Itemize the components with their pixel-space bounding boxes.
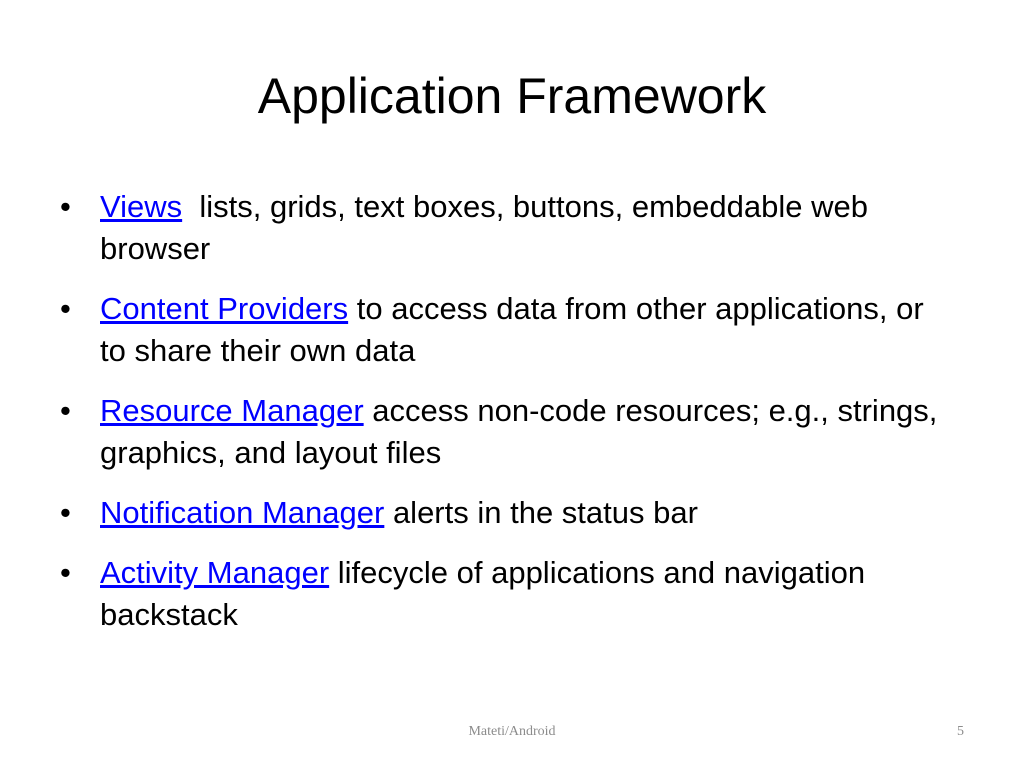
- bullet-text: to access data from other applications, or to share their own data: [100, 291, 924, 368]
- bullet-list: [100, 186, 940, 654]
- content-providers-link[interactable]: Content Providers: [100, 291, 349, 326]
- bullet-item-activity-manager: [100, 552, 940, 636]
- bullet-text: alerts in the status bar: [384, 495, 698, 530]
- slide-footer: Mateti/Android: [468, 724, 556, 739]
- slide-title: Application Framework: [257, 68, 767, 124]
- bullet-text: lists, grids, text boxes, buttons, embeddable web browser: [100, 189, 877, 266]
- page-number: 5: [957, 724, 964, 739]
- bullet-item-views: [100, 186, 940, 270]
- bullet-item-notification-manager: [100, 492, 940, 534]
- bullet-item-resource-manager: [100, 390, 940, 474]
- bullet-item-content-providers: [100, 288, 940, 372]
- bullet-text: lifecycle of applications and navigation backstack: [100, 555, 866, 632]
- notification-manager-link[interactable]: Notification Manager: [100, 495, 385, 530]
- views-link[interactable]: Views: [100, 189, 183, 224]
- resource-manager-link[interactable]: Resource Manager: [100, 393, 364, 428]
- bullet-text: access non-code resources; e.g., strings, graphics, and layout files: [100, 393, 938, 470]
- activity-manager-link[interactable]: Activity Manager: [100, 555, 330, 590]
